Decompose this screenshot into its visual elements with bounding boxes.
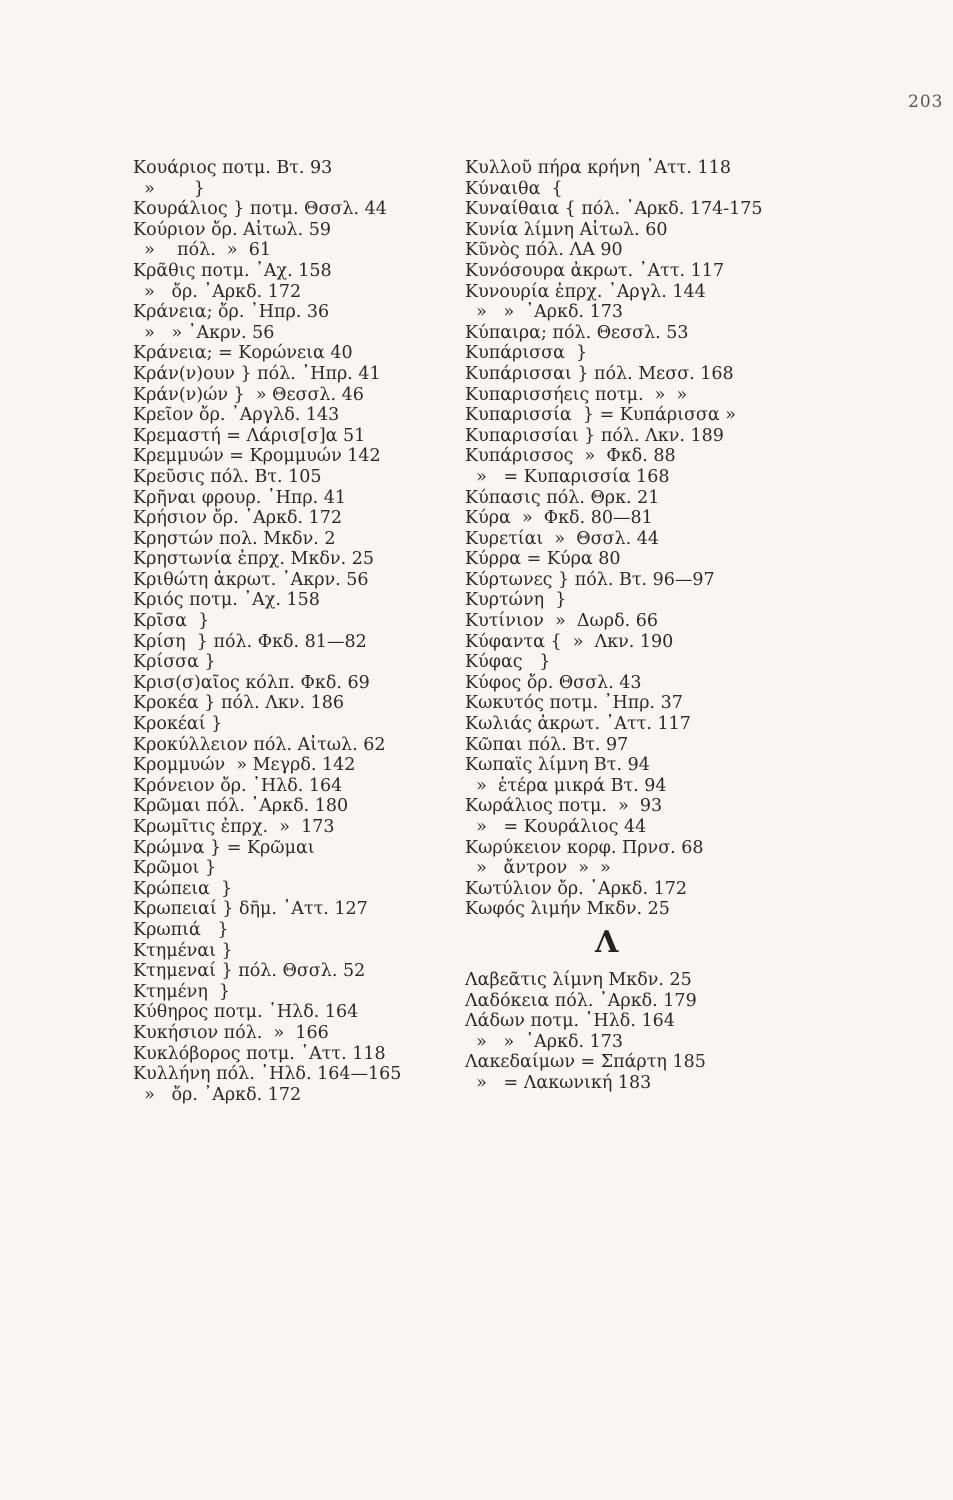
index-entry: Κῦνὸς πόλ. ΛΑ 90 (465, 240, 623, 261)
index-entry: Κτημέναι } (133, 940, 233, 961)
index-entry: Κρηστών πολ. Μκδν. 2 (133, 528, 336, 549)
index-entry: Κύφας } (465, 652, 551, 673)
index-entry: Κρώμνα } = Κρῶμαι (133, 837, 315, 858)
index-entry: Κρισ(σ)αῖος κόλπ. Φκδ. 69 (133, 672, 370, 693)
index-entry: » ὄρ. ᾿Αρκδ. 172 (133, 281, 302, 302)
index-entry: » » ᾿Αρκδ. 173 (465, 302, 624, 323)
index-entry: Κυναίθαια { πόλ. ᾿Αρκδ. 174-175 (465, 199, 763, 220)
index-entry: Κρίσσα } (133, 652, 216, 673)
right-index-column (465, 158, 795, 1094)
index-entry: Κρῆναι φρουρ. ᾿Ηπρ. 41 (133, 487, 347, 508)
index-entry: Κριός ποτμ. ᾿Αχ. 158 (133, 590, 320, 611)
index-entry: Κράν(ν)ουν } πόλ. ᾿Ηπρ. 41 (133, 363, 381, 384)
index-entry: Κουράλιος } ποτμ. Θσσλ. 44 (133, 199, 387, 220)
index-entry: Κυπάρισσαι } πόλ. Μεσσ. 168 (465, 363, 734, 384)
index-entry: Κρηστωνία ἐπρχ. Μκδν. 25 (133, 549, 374, 570)
index-entry: Κωράλιος ποτμ. » 93 (465, 796, 663, 817)
index-entry: Κρῶμαι πόλ. ᾿Αρκδ. 180 (133, 796, 349, 817)
index-entry: Κρώπεια } (133, 878, 233, 899)
index-entry: Κύναιθα { (465, 178, 563, 199)
index-entry: Κροκύλλειον πόλ. Αἰτωλ. 62 (133, 734, 386, 755)
index-entry: » πόλ. » 61 (133, 240, 272, 261)
index-entry: Κυρετίαι » Θσσλ. 44 (465, 528, 659, 549)
index-entry: » ἑτέρα μικρά Βτ. 94 (465, 775, 667, 796)
index-entry: Κωκυτός ποτμ. ᾿Ηπρ. 37 (465, 693, 683, 714)
index-entry: Κυπάρισσος » Φκδ. 88 (465, 446, 676, 467)
index-entry: » ἄντρον » » (465, 858, 611, 879)
index-entry: Κύρα » Φκδ. 80—81 (465, 508, 653, 529)
lambda-entries (465, 970, 795, 1094)
index-entry: Κύπασις πόλ. Θρκ. 21 (465, 487, 660, 508)
index-entry: Κυνία λίμνη Αἰτωλ. 60 (465, 219, 668, 240)
index-entry: Κωλιάς ἀκρωτ. ᾿Αττ. 117 (465, 714, 691, 735)
index-entry: Κράνεια; ὄρ. ᾿Ηπρ. 36 (133, 302, 330, 323)
index-entry: Κούριον ὄρ. Αἰτωλ. 59 (133, 219, 332, 240)
kappa-entries (465, 158, 795, 920)
index-entry: Κτημεναί } πόλ. Θσσλ. 52 (133, 961, 366, 982)
index-entry: Κωπαΐς λίμνη Βτ. 94 (465, 755, 650, 776)
index-entry: » } (133, 178, 205, 199)
index-entry: Κύφος ὄρ. Θσσλ. 43 (465, 672, 642, 693)
index-entry: Κρεμαστή = Λάρισ[σ]α 51 (133, 425, 366, 446)
index-entry: Κουάριος ποτμ. Βτ. 93 (133, 158, 333, 178)
index-entry: Κύθηρος ποτμ. ῾Ηλδ. 164 (133, 1002, 359, 1023)
index-entry: Κρήσιον ὄρ. ᾿Αρκδ. 172 (133, 508, 343, 529)
index-entry: Κυλλήνη πόλ. ῾Ηλδ. 164—165 (133, 1064, 402, 1085)
index-entry: Κυρτώνη } (465, 590, 567, 611)
index-entry: Κύρρα = Κύρα 80 (465, 549, 621, 570)
index-entry: Κυνόσουρα ἀκρωτ. ᾿Αττ. 117 (465, 260, 725, 281)
index-entry: Κυπαρισσία } = Κυπάρισσα » (465, 405, 736, 426)
index-entry: Λαβεᾶτις λίμνη Μκδν. 25 (465, 969, 692, 990)
index-entry: Κράνεια; = Κορώνεια 40 (133, 343, 353, 364)
index-entry: » » ᾿Ακρν. 56 (133, 322, 275, 343)
index-entry: » ὄρ. ᾿Αρκδ. 172 (133, 1084, 302, 1105)
index-entry: Κρᾶθις ποτμ. ᾿Αχ. 158 (133, 260, 332, 281)
index-entry: Κροκέαί } (133, 714, 223, 735)
index-entry: Λαδόκεια πόλ. ᾿Αρκδ. 179 (465, 990, 697, 1011)
section-heading-lambda: Λ (595, 924, 619, 960)
index-entry: Κυπαρισσήεις ποτμ. » » (465, 384, 688, 405)
index-entry: Κριθώτη ἀκρωτ. ᾿Ακρν. 56 (133, 569, 369, 590)
index-entry: Κῶπαι πόλ. Βτ. 97 (465, 734, 629, 755)
index-entry: Λάδων ποτμ. ῾Ηλδ. 164 (465, 1011, 675, 1032)
index-entry: Κυπαρισσίαι } πόλ. Λκν. 189 (465, 425, 724, 446)
index-entry: Κυλλοῦ πήρα κρήνη ᾿Αττ. 118 (465, 158, 731, 178)
index-entry: Κρίση } πόλ. Φκδ. 81—82 (133, 631, 367, 652)
index-entry: Κύφαντα { » Λκν. 190 (465, 631, 674, 652)
index-entry: Κρῶμοι } (133, 858, 217, 879)
page-number: 203 (908, 92, 944, 112)
index-entry: » » ᾿Αρκδ. 173 (465, 1031, 624, 1052)
index-entry: Κροκέα } πόλ. Λκν. 186 (133, 693, 344, 714)
index-entry: Κρομμυών » Μεγρδ. 142 (133, 755, 356, 776)
index-entry: Κρεμμυών = Κρομμυών 142 (133, 446, 381, 467)
index-entry: Κύρτωνες } πόλ. Βτ. 96—97 (465, 569, 715, 590)
index-entry: » = Κουράλιος 44 (465, 817, 647, 837)
index-entry: Κρωπιά } (133, 919, 229, 940)
index-entry: Κυκλόβορος ποτμ. ᾿Αττ. 118 (133, 1043, 386, 1064)
index-entry: Κρῖσα } (133, 611, 210, 632)
index-entry: » = Λακωνική 183 (465, 1072, 652, 1093)
index-entry: Κτημένη } (133, 981, 231, 1002)
index-entry: Κυπάρισσα } (465, 343, 588, 364)
index-entry: » = Κυπαρισσία 168 (465, 466, 670, 487)
index-entry: Κυνουρία ἐπρχ. ᾿Αργλ. 144 (465, 281, 706, 302)
index-entry: Κύπαιρα; πόλ. Θεσσλ. 53 (465, 322, 689, 343)
index-entry: Κρόνειον ὄρ. ῾Ηλδ. 164 (133, 775, 343, 796)
index-entry: Κράν(ν)ών } » Θεσσλ. 46 (133, 384, 364, 405)
index-entry: Κρεῦσις πόλ. Βτ. 105 (133, 466, 322, 487)
index-entry: Κρωμῖτις ἐπρχ. » 173 (133, 817, 335, 837)
index-entry: Κωτύλιον ὄρ. ᾿Αρκδ. 172 (465, 878, 687, 899)
index-entry: Λακεδαίμων = Σπάρτη 185 (465, 1052, 706, 1073)
index-entry: Κωφός λιμήν Μκδν. 25 (465, 899, 670, 920)
index-entry: Κρεῖον ὄρ. ᾿Αργλδ. 143 (133, 405, 340, 426)
left-index-column (133, 158, 433, 1105)
index-entry: Κυκήσιον πόλ. » 166 (133, 1022, 329, 1043)
index-entry: Κρωπειαί } δῆμ. ᾿Αττ. 127 (133, 899, 368, 920)
index-entry: Κωρύκειον κορφ. Πρνσ. 68 (465, 837, 704, 858)
index-entry: Κυτίνιον » Δωρδ. 66 (465, 611, 659, 632)
